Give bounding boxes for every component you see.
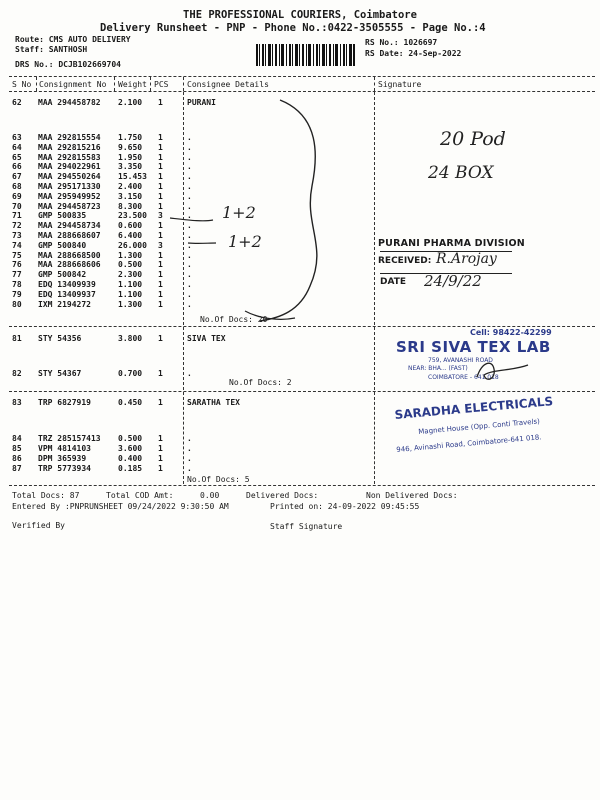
pcs: 1 <box>158 231 163 240</box>
consignment-no: MAA 288668606 <box>38 260 101 270</box>
docs-count: No.Of Docs: 5 <box>187 475 250 484</box>
consignment-no: IXM 2194272 <box>38 299 91 309</box>
handwritten-dash <box>168 210 228 255</box>
consignment-no: TRP 5773934 <box>38 464 91 473</box>
weight: 2.100 <box>118 98 143 107</box>
col-consignee: Consignee Details <box>187 80 269 89</box>
consignment-no: MAA 292815216 <box>38 142 101 152</box>
consignee-dot: . <box>187 211 192 221</box>
consignment-no: EDQ 13409939 <box>38 280 96 289</box>
saradha-address-1: Magnet House (Opp. Conti Travels) <box>418 417 541 436</box>
non-delivered-docs: Non Delivered Docs: <box>366 491 458 500</box>
consignee-dot: . <box>187 289 192 299</box>
consignment-no: MAA 292815554 <box>38 133 101 142</box>
table-row: 71 <box>12 211 22 221</box>
weight: 0.500 <box>118 434 143 443</box>
weight: 0.500 <box>118 260 143 270</box>
saradha-stamp <box>390 394 595 460</box>
printed-on: Printed on: 24-09-2022 09:45:55 <box>270 502 420 511</box>
col-sno: S No <box>12 80 32 89</box>
table-row: 63 <box>12 133 22 142</box>
weight: 26.000 <box>118 240 147 250</box>
table-row: 68 <box>12 182 22 191</box>
saradha-address-2: 946, Avinashi Road, Coimbatore-641 018. <box>396 433 542 454</box>
weight: 2.300 <box>118 270 143 280</box>
col-pcs: PCS <box>154 80 169 89</box>
weight: 15.453 <box>118 172 147 182</box>
table-row: 76 <box>12 260 22 270</box>
consignee-dot: . <box>187 172 192 182</box>
weight: 0.450 <box>118 398 143 407</box>
table-row: 82 <box>12 369 22 378</box>
total-cod-value: 0.00 <box>200 491 220 500</box>
weight: 0.400 <box>118 454 143 463</box>
pcs: 1 <box>158 444 163 453</box>
table-row: 67 <box>12 172 22 182</box>
entered-by: Entered By :PNPRUNSHEET 09/24/2022 9:30:50 AM <box>12 502 229 511</box>
pcs: 1 <box>158 172 163 182</box>
weight: 6.400 <box>118 231 143 240</box>
weight: 0.185 <box>118 464 143 473</box>
route: Route: CMS AUTO DELIVERY <box>15 35 131 44</box>
consignee-dot: . <box>187 231 192 240</box>
purani-received-signature: R.Arojay <box>436 251 497 267</box>
table-row: 75 <box>12 250 22 260</box>
staff: Staff: SANTHOSH <box>15 45 88 54</box>
consignment-no: VPM 4814103 <box>38 444 91 453</box>
table-row: 77 <box>12 270 22 280</box>
pcs: 1 <box>158 142 163 152</box>
rs-date: RS Date: 24-Sep-2022 <box>365 49 462 58</box>
pcs: 1 <box>158 191 163 201</box>
pcs: 1 <box>158 270 163 280</box>
consignee-dot: . <box>187 142 192 152</box>
weight: 2.400 <box>118 182 143 191</box>
barcode <box>256 44 356 66</box>
pcs: 1 <box>158 250 163 260</box>
table-row: 72 <box>12 221 22 231</box>
consignee-dot: . <box>187 152 192 162</box>
pcs: 1 <box>158 133 163 142</box>
consignment-no: MAA 288668607 <box>38 231 101 240</box>
table-row: 65 <box>12 152 22 162</box>
col-consignment: Consignment No <box>39 80 107 89</box>
consignment-no: GMP 500835 <box>38 211 87 221</box>
table-row: 74 <box>12 240 22 250</box>
consignee-dot: . <box>187 182 192 191</box>
consignment-no: MAA 294458723 <box>38 201 101 211</box>
consignee-dot: . <box>187 464 192 473</box>
consignment-no: MAA 294458782 <box>38 98 101 107</box>
siva-address-2: NEAR: BHA... (FAST) <box>408 365 468 372</box>
consignee-dot: . <box>187 191 192 201</box>
table-row: 66 <box>12 162 22 172</box>
consignee-dot: . <box>187 280 192 289</box>
pcs: 1 <box>158 280 163 289</box>
pcs: 1 <box>158 201 163 211</box>
siva-signature <box>472 357 532 385</box>
table-row: 87 <box>12 464 22 473</box>
pcs: 1 <box>158 454 163 463</box>
table-row: 69 <box>12 191 22 201</box>
consignment-no: MAA 294550264 <box>38 172 101 182</box>
handwritten-note-2: 1+2 <box>228 232 262 251</box>
table-row: 85 <box>12 444 22 453</box>
verified-by: Verified By <box>12 521 65 530</box>
siva-name: SRI SIVA TEX LAB <box>396 338 551 356</box>
col-signature: Signature <box>378 80 422 89</box>
consignee-dot: . <box>187 250 192 260</box>
table-row: 62 <box>12 98 22 107</box>
weight: 1.100 <box>118 289 143 299</box>
weight: 3.350 <box>118 162 143 172</box>
total-docs: Total Docs: 87 <box>12 491 80 500</box>
consignment-no: DPM 365939 <box>38 454 87 463</box>
handwritten-note-1: 1+2 <box>222 203 256 222</box>
weight: 3.150 <box>118 191 143 201</box>
total-cod-label: Total COD Amt: <box>106 491 174 500</box>
purani-stamp-title: PURANI PHARMA DIVISION <box>378 238 525 249</box>
consignee-dot: . <box>187 240 192 250</box>
consignee-dot: . <box>187 299 192 309</box>
delivered-docs: Delivered Docs: <box>246 491 319 500</box>
consignment-no: EDQ 13409937 <box>38 289 96 299</box>
consignment-no: STY 54367 <box>38 369 82 378</box>
consignment-no: MAA 288668500 <box>38 250 101 260</box>
purani-received-label: RECEIVED: <box>378 256 432 266</box>
saradha-name: SARADHA ELECTRICALS <box>394 394 554 422</box>
consignee-dot: . <box>187 201 192 211</box>
weight: 1.300 <box>118 299 143 309</box>
table-row: 70 <box>12 201 22 211</box>
table-row: 78 <box>12 280 22 289</box>
pcs: 1 <box>158 260 163 270</box>
pcs: 1 <box>158 289 163 299</box>
weight: 1.750 <box>118 133 143 142</box>
table-row: 80 <box>12 299 22 309</box>
pcs: 1 <box>158 221 163 231</box>
pcs: 1 <box>158 152 163 162</box>
consignment-no: TRP 6827919 <box>38 398 91 407</box>
table-row: 83 <box>12 398 22 407</box>
consignment-no: TRZ 285157413 <box>38 434 101 443</box>
consignee-name: SARATHA TEX <box>187 398 240 407</box>
consignment-no: MAA 295949952 <box>38 191 101 201</box>
weight: 1.950 <box>118 152 143 162</box>
weight: 8.300 <box>118 201 143 211</box>
table-row: 86 <box>12 454 22 463</box>
pcs: 1 <box>158 98 163 107</box>
purani-date-value: 24/9/22 <box>424 272 482 290</box>
pcs: 1 <box>158 299 163 309</box>
drs-number: DRS No.: DCJB102669704 <box>15 60 121 69</box>
table-row: 73 <box>12 231 22 240</box>
consignee-dot: . <box>187 270 192 280</box>
company-name: THE PROFESSIONAL COURIERS, Coimbatore <box>183 9 417 21</box>
weight: 3.600 <box>118 444 143 453</box>
pcs: 1 <box>158 464 163 473</box>
table-row: 81 <box>12 334 22 343</box>
siva-tex-stamp <box>380 327 595 389</box>
rs-number: RS No.: 1026697 <box>365 38 438 47</box>
table-row: 84 <box>12 434 22 443</box>
handwritten-box: 24 BOX <box>428 163 494 183</box>
table-row: 79 <box>12 289 22 299</box>
pcs: 1 <box>158 369 163 378</box>
consignment-no: GMP 500842 <box>38 270 87 280</box>
consignee-name: SIVA TEX <box>187 334 226 343</box>
consignment-no: MAA 294458734 <box>38 221 101 231</box>
consignment-no: GMP 500840 <box>38 240 87 250</box>
consignee-dot: . <box>187 369 192 378</box>
consignee-dot: . <box>187 444 192 453</box>
pcs: 3 <box>158 211 163 221</box>
consignee-dot: . <box>187 133 192 142</box>
pcs: 1 <box>158 434 163 443</box>
weight: 0.700 <box>118 369 143 378</box>
consignee-dot: . <box>187 221 192 231</box>
consignee-dot: . <box>187 162 192 172</box>
weight: 1.300 <box>118 250 143 260</box>
consignee-name: PURANI <box>187 98 216 107</box>
docs-count: No.Of Docs: 2 <box>229 378 292 387</box>
pcs: 1 <box>158 162 163 172</box>
weight: 9.650 <box>118 142 143 152</box>
pcs: 3 <box>158 240 163 250</box>
staff-signature: Staff Signature <box>270 522 343 531</box>
purani-stamp <box>376 236 525 296</box>
table-row: 64 <box>12 142 22 152</box>
pcs: 1 <box>158 182 163 191</box>
weight: 3.800 <box>118 334 143 343</box>
consignment-no: MAA 294022961 <box>38 162 101 172</box>
consignment-no: MAA 292815583 <box>38 152 101 162</box>
pcs: 1 <box>158 398 163 407</box>
handwritten-pod: 20 Pod <box>440 128 506 150</box>
consignee-dot: . <box>187 454 192 463</box>
purani-date-label: DATE <box>380 277 407 287</box>
siva-phone: Cell: 98422-42299 <box>470 328 552 337</box>
docs-count: No.Of Docs: 20 <box>200 315 268 324</box>
consignment-no: MAA 295171330 <box>38 182 101 191</box>
consignee-dot: . <box>187 260 192 270</box>
pcs: 1 <box>158 334 163 343</box>
siva-address-1: 759, AVANASHI ROAD <box>428 357 493 364</box>
siva-address-3: COIMBATORE - 641 018 <box>428 374 499 381</box>
consignee-dot: . <box>187 434 192 443</box>
weight: 1.100 <box>118 280 143 289</box>
weight: 0.600 <box>118 221 143 231</box>
consignment-no: STY 54356 <box>38 334 82 343</box>
runsheet-title: Delivery Runsheet - PNP - Phone No.:0422-3505555 - Page No.:4 <box>100 22 486 34</box>
col-weight: Weight <box>118 80 147 89</box>
weight: 23.500 <box>118 211 147 221</box>
